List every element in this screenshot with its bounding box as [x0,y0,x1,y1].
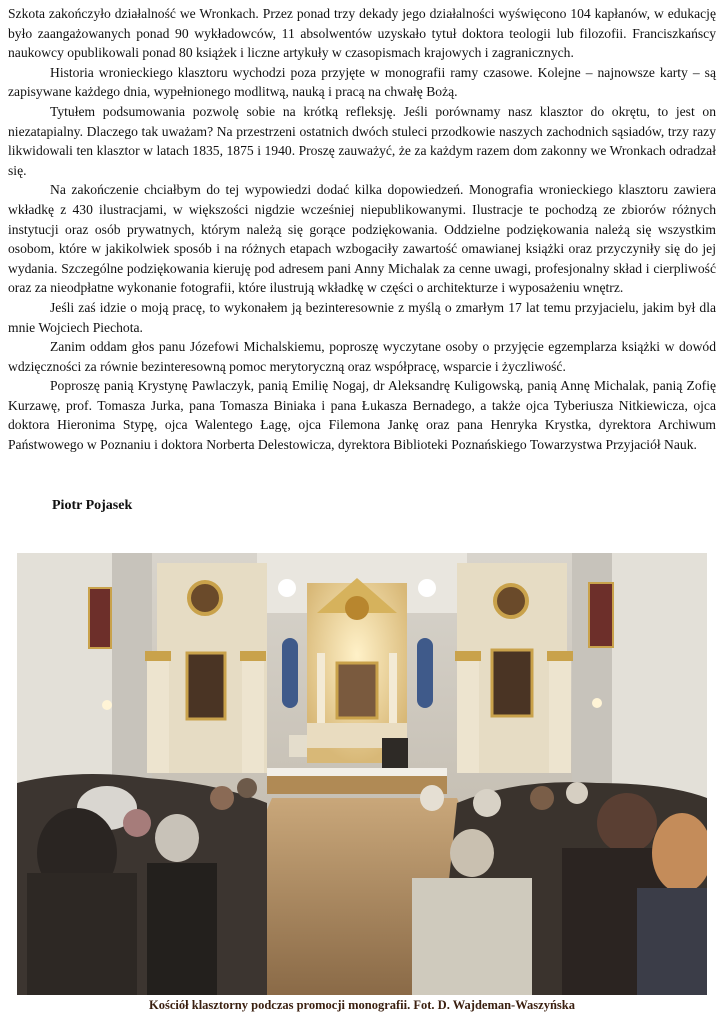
paragraph-3: Tytułem podsumowania pozwolę sobie na krótką refleksję. Jeśli porównamy nasz klasztor do okrętu, to jest on niezatapialny. Dlaczego tak uważam? Na przestrzeni ostatnich dwóch stuleci przodkowie naszych zachodnich sąsiadów, trzy razy likwidowali ten klasztor w latach 1835, 1875 i 1940. Proszę zauważyć, że za każdym razem dom zakonny we Wronkach odradzał się. [8,103,716,178]
photo-caption: Kościół klasztorny podczas promocji monografii. Fot. D. Wajdeman-Waszyńska [149,998,575,1012]
paragraph-5: Jeśli zaś idzie o moją pracę, to wykonałem ją bezinteresownie z myślą o zmarłym 17 lat temu przyjacielu, jakim był dla mnie Wojciech Piechota. [8,299,716,335]
paragraph-1: Szkota zakończyło działalność we Wronkach. Przez ponad trzy dekady jego działalności wyświęcono 104 kapłanów, w edukację było zaangażowanych ponad 90 wykładowców, 11 absolwentów uzyskało tytuł doktora teologii lub filozofii. Franciszkańscy naukowcy opublikowali ponad 80 książek i liczne artykuły w czasopismach krajowych i zagranicznych. [8,6,716,61]
paragraph-7: Poproszę panią Krystynę Pawlaczyk, panią Emilię Nogaj, dr Aleksandrę Kuligowską, panią Annę Michalak, panią Zofię Kurzawę, prof. Tomasza Jurka, pana Tomasza Biniaka i pana Łukasza Bernadego, a także ojca Tyberiusza Nitkiewicza, ojca doktora Hieronima Stypę, ojca Walentego Łagę, ojca Filemona Jankę oraz pana Henryka Krystka, dyrektora Archiwum Państwowego w Poznaniu i doktora Norberta Delestowicza, dyrektora Biblioteki Poznańskiego Towarzystwa Przyjaciół Nauk. [8,378,716,453]
author-signature: Piotr Pojasek [52,498,133,513]
church-interior-photo [17,553,707,995]
body-text [8,4,716,455]
paragraph-2: Historia wronieckiego klasztoru wychodzi poza przyjęte w monografii ramy czasowe. Kolejne – najnowsze karty – są zapisywane każdego dnia, wypełnionego modlitwą, nauką i pracą na chwałę Bożą. [8,64,716,100]
paragraph-6: Zanim oddam głos panu Józefowi Michalskiemu, poproszę wyczytane osoby o przyjęcie egzemplarza książki w dowód wdzięczności za równie bezinteresowną pomoc merytoryczną oraz współpracę, wsparcie i życzliwość. [8,339,716,374]
paragraph-4: Na zakończenie chciałbym do tej wypowiedzi dodać kilka dopowiedzeń. Monografia wronieckiego klasztoru zawiera wkładkę z 430 ilustracjami, w większości nigdzie wcześniej niepublikowanymi. Ilustracje te pochodzą ze zbiorów różnych instytucji oraz osób prywatnych, którym należą się gorące podziękowania. Oddzielne podziękowania należą się wszystkim osobom, które w jakikolwiek sposób i na różnych etapach wzbogaciły zawartość omawianej książki oraz przyczyniły się do jej wydania. Szczególne podziękowania kieruję pod adresem pani Anny Michalak za cenne uwagi, profesjonalny skład i cierpliwość oraz za nieodpłatne wykonanie fotografii, które ilustrują wkładkę w części o architekturze i wyposażeniu wnętrz. [8,182,716,296]
